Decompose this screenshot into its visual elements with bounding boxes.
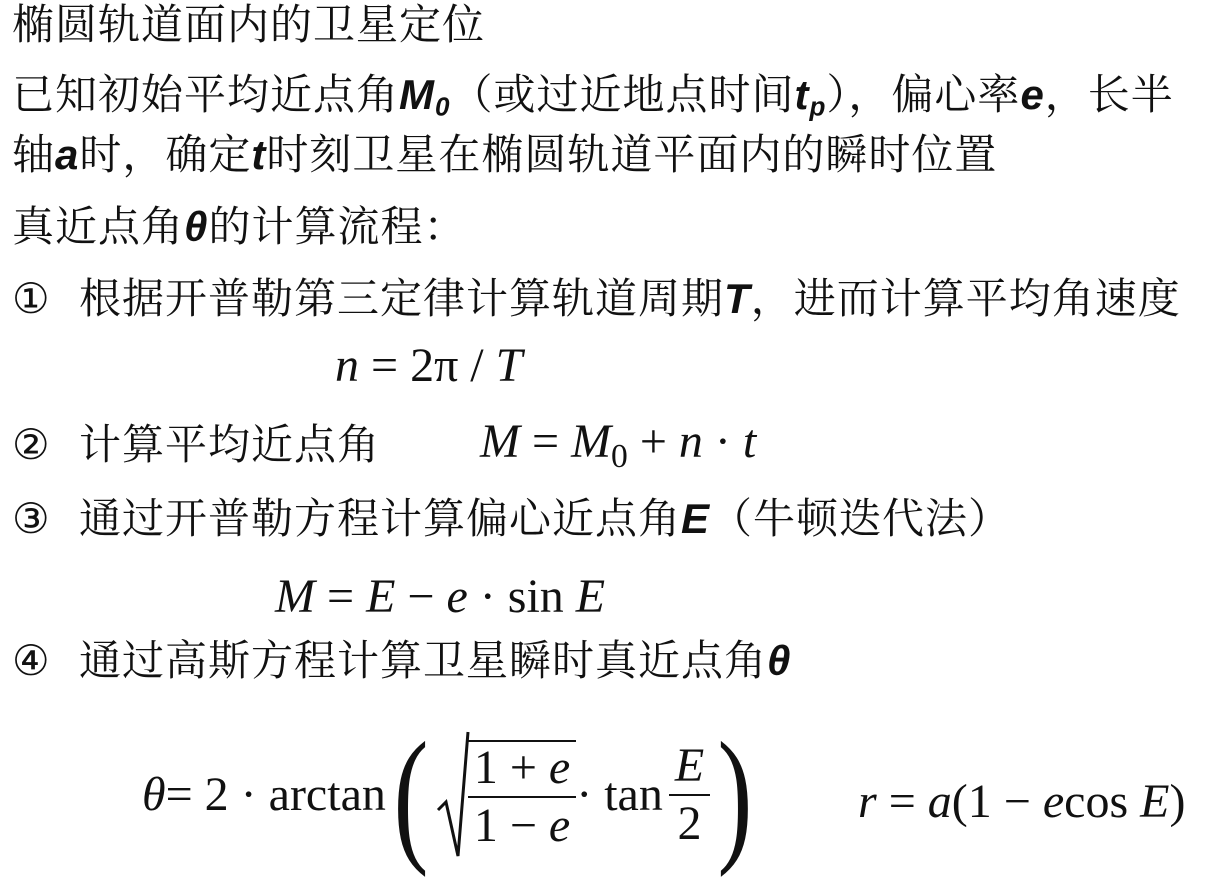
formula-radius: r = a(1 − ecos E) [858, 775, 1186, 828]
var-e: e [1020, 71, 1045, 118]
step-number: ③ [12, 494, 51, 543]
var-theta: θ [184, 203, 209, 250]
page-title: 椭圆轨道面内的卫星定位 [12, 0, 486, 49]
formula-mean-motion: n = 2π / T [335, 339, 523, 392]
var-M0: $M_0$ [399, 71, 451, 122]
formula-mean-anomaly: $M = M_0 + n \cdot t$ [480, 415, 757, 476]
step-2 [12, 420, 381, 469]
step-text: 通过开普勒方程计算偏心近点角 [79, 494, 682, 543]
intro-text: 已知初始平均近点角 [12, 70, 400, 119]
intro-text: ，长半 [1044, 70, 1174, 119]
intro-text: 时刻卫星在椭圆轨道平面内的瞬时位置 [266, 130, 998, 179]
formula-kepler-equation: M = E − e · sin E [275, 570, 606, 623]
step-number: ④ [12, 636, 51, 685]
sqrt-sign [436, 730, 470, 860]
intro-text: （或过近地点时间 [450, 70, 795, 119]
step-number: ② [12, 420, 51, 469]
step-text: 根据开普勒第三定律计算轨道周期 [79, 274, 725, 323]
step-text: ，进而计算平均角速度 [750, 274, 1181, 323]
var-theta: θ [767, 637, 792, 684]
intro-text: ），偏心率 [826, 70, 1021, 119]
step-text: 通过高斯方程计算卫星瞬时真近点角 [79, 636, 768, 685]
formula-true-anomaly: θ = 2 · arctan ( $\frac{1 + e}{1 - e}$ · tan $\frac{E}{2}$ ) [142, 711, 753, 878]
right-paren: ) [717, 711, 753, 878]
intro-line-1 [12, 70, 1174, 122]
step-number: ① [12, 274, 51, 323]
step-3 [12, 494, 1012, 543]
fraction-E-over-2: $\frac{E}{2}$ [669, 742, 710, 848]
var-tp: $t_p$ [794, 71, 827, 122]
step-text: （牛顿迭代法） [710, 494, 1012, 543]
sqrt: $\frac{1 + e}{1 - e}$ [436, 730, 576, 860]
intro-text: 时，确定 [79, 130, 252, 179]
var-E: E [681, 495, 711, 542]
step-1 [12, 274, 1181, 323]
var-a: a [55, 131, 80, 178]
left-paren: ( [393, 711, 429, 878]
step-4 [12, 636, 792, 685]
var-T: T [724, 275, 751, 322]
intro-text: 轴 [12, 130, 56, 179]
var-t: t [251, 131, 267, 178]
step-text: 计算平均近点角 [79, 420, 381, 469]
intro-line-2 [12, 130, 998, 179]
flow-heading: 真近点角θ的计算流程： [12, 202, 467, 251]
